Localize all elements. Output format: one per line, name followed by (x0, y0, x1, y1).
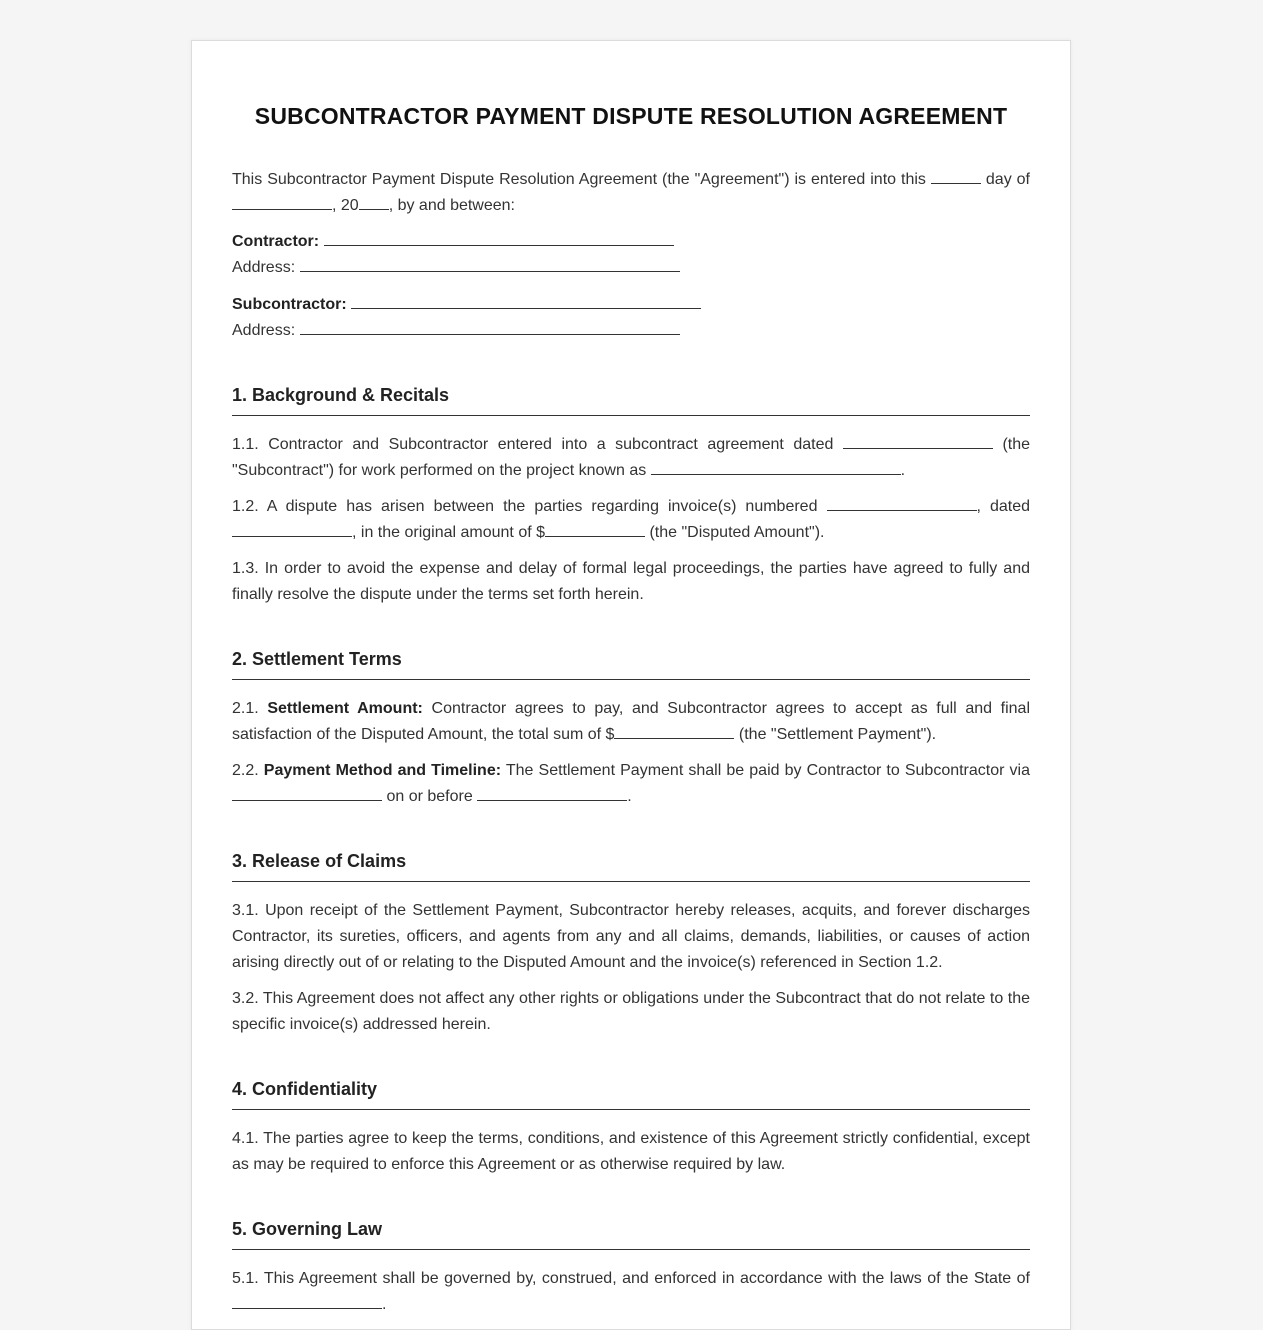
subcontractor-address-blank[interactable] (300, 320, 680, 335)
clause-text: . (627, 788, 632, 805)
clause-1-3: 1.3. In order to avoid the expense and delay of formal legal proceedings, the parties have agreed to fully and finally resolve the dispute under the terms set forth herein. (232, 560, 1030, 603)
clause-4-1: 4.1. The parties agree to keep the terms, conditions, and existence of this Agreement strictly confidential, except as may be required to enforce this Agreement or as otherwise required by law. (232, 1130, 1030, 1173)
document-page (191, 40, 1071, 1330)
section-governing-law (232, 1218, 1030, 1318)
subcontract-date-blank[interactable] (843, 434, 993, 449)
section-release (232, 850, 1030, 1038)
project-name-blank[interactable] (651, 460, 901, 475)
subcontractor-block (232, 292, 1030, 344)
contractor-block (232, 229, 1030, 281)
contractor-name-blank[interactable] (324, 231, 674, 246)
clause-bold-term: Payment Method and Timeline: (263, 762, 502, 779)
clause-text: . (900, 462, 906, 479)
section-heading: 2. Settlement Terms (232, 648, 1030, 680)
intro-text: , by and between: (388, 197, 515, 214)
subcontractor-name-blank[interactable] (351, 294, 701, 309)
section-heading: 1. Background & Recitals (232, 384, 1030, 416)
clause-2-2 (232, 758, 1030, 810)
clause-number: 2.1. (232, 700, 259, 717)
invoice-number-blank[interactable] (827, 496, 977, 511)
clause-text: Contractor agrees to pay, and Subcontractor agrees to accept as full and final satisfaction of the Disputed Amount, the total sum of $ (232, 700, 1031, 743)
section-heading: 3. Release of Claims (232, 850, 1030, 882)
settlement-amount-blank[interactable] (614, 724, 734, 739)
clause-text: The Settlement Payment shall be paid by Contractor to Subcontractor via (505, 762, 1031, 779)
day-blank[interactable] (931, 169, 981, 184)
intro-text: , 20 (332, 197, 359, 214)
invoice-date-blank[interactable] (232, 522, 352, 537)
payment-deadline-blank[interactable] (477, 786, 627, 801)
contractor-label: Contractor: (232, 233, 320, 250)
address-label: Address: (232, 322, 296, 339)
contractor-address-blank[interactable] (300, 257, 680, 272)
state-blank[interactable] (232, 1294, 382, 1309)
year-blank[interactable] (359, 195, 389, 210)
payment-method-blank[interactable] (232, 786, 382, 801)
intro-paragraph (232, 167, 1030, 219)
clause-3-2: 3.2. This Agreement does not affect any other rights or obligations under the Subcontract that do not relate to the specific invoice(s) addressed herein. (232, 990, 1030, 1033)
section-settlement (232, 648, 1030, 810)
page-title: SUBCONTRACTOR PAYMENT DISPUTE RESOLUTION AGREEMENT (254, 103, 1008, 129)
intro-text: This Subcontractor Payment Dispute Resolution Agreement (the "Agreement") is entered into this (232, 171, 926, 188)
clause-1-1 (232, 432, 1030, 484)
intro-text: day of (985, 171, 1031, 188)
subcontractor-label: Subcontractor: (232, 296, 347, 313)
clause-text: 1.1. Contractor and Subcontractor entered into a subcontract agreement dated (232, 436, 834, 453)
clause-text: 5.1. This Agreement shall be governed by, construed, and enforced in accordance with the laws of the State of (232, 1270, 1030, 1287)
section-background (232, 384, 1030, 608)
clause-bold-term: Settlement Amount: (267, 700, 423, 717)
address-label: Address: (232, 259, 296, 276)
clause-text: on or before (386, 788, 473, 805)
month-blank[interactable] (232, 195, 332, 210)
clause-text: , in the original amount of $ (352, 524, 546, 541)
clause-number: 2.2. (232, 762, 259, 779)
clause-text: (the "Subcontract") for work performed on the project known as (232, 436, 1031, 479)
clause-3-1: 3.1. Upon receipt of the Settlement Payment, Subcontractor hereby releases, acquits, and forever discharges Contractor, its sureties, officers, and agents from any and all claims, demands, liabilities, or causes of action arising directly out of or relating to the Disputed Amount and the invoice(s) referenced in Section 1.2. (232, 902, 1030, 971)
clause-text: , dated (976, 498, 1030, 515)
clause-text: (the "Disputed Amount"). (649, 524, 825, 541)
clause-2-1 (232, 696, 1030, 748)
clause-1-2 (232, 494, 1030, 546)
original-amount-blank[interactable] (545, 522, 645, 537)
clause-text: 1.2. A dispute has arisen between the parties regarding invoice(s) numbered (232, 498, 818, 515)
section-heading: 5. Governing Law (232, 1218, 1030, 1250)
section-heading: 4. Confidentiality (232, 1078, 1030, 1110)
clause-5-1 (232, 1266, 1030, 1318)
section-confidentiality (232, 1078, 1030, 1178)
clause-text: (the "Settlement Payment"). (738, 726, 937, 743)
clause-text: . (382, 1296, 387, 1313)
